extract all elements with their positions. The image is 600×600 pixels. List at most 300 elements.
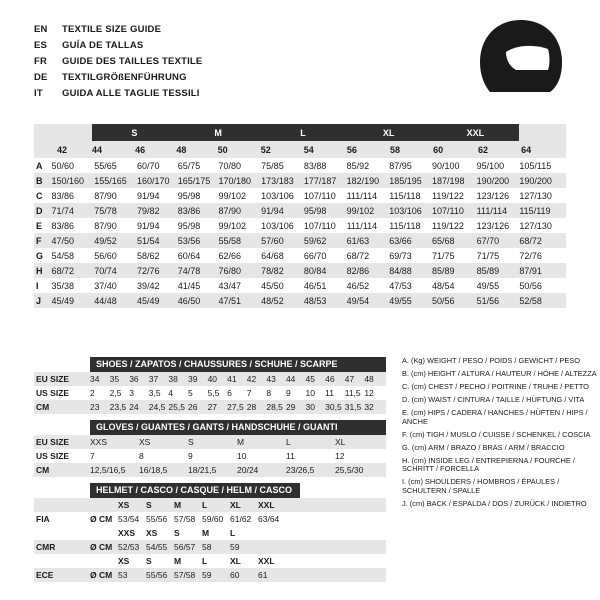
- table-cell: 78/82: [261, 265, 284, 276]
- table-header-row: [34, 498, 386, 512]
- table-cell: 38: [168, 374, 178, 384]
- table-cell: 55/58: [218, 235, 241, 246]
- table-cell: 28: [246, 402, 257, 412]
- table-header-cell: S: [146, 500, 152, 510]
- legend-list: [402, 357, 600, 513]
- table-cell: 4: [168, 388, 174, 398]
- shoes-table: [34, 372, 386, 414]
- table-cell: 40: [207, 374, 218, 384]
- size-number-cell: 60: [431, 141, 476, 158]
- table-header-cell: XXS: [118, 528, 136, 538]
- table-cell: XL: [335, 437, 346, 447]
- legend-item: D. (cm) WAIST / CINTURA / TAILLE / HÜFTUNG / VITA: [402, 395, 585, 405]
- lang-text: GUIDE DES TAILLES TEXTILE: [62, 56, 203, 67]
- table-cell: 95/98: [303, 205, 327, 216]
- table-cell: 37: [148, 374, 159, 384]
- row-label: J: [36, 295, 42, 306]
- table-cell: 23,5: [109, 402, 127, 412]
- table-cell: 41: [227, 374, 237, 384]
- table-cell: 47: [344, 374, 355, 384]
- table-cell: 44/48: [94, 295, 117, 306]
- table-cell: 45/49: [51, 295, 75, 306]
- table-cell: 11: [286, 451, 295, 461]
- table-cell: 47/50: [51, 235, 75, 246]
- table-header-cell: M: [174, 500, 182, 510]
- table-header-cell: S: [146, 556, 152, 566]
- table-row: [34, 512, 386, 526]
- table-cell: 55/56: [146, 514, 168, 524]
- table-row: [34, 248, 566, 263]
- table-cell: 36: [129, 374, 139, 384]
- table-cell: 64/68: [261, 250, 284, 261]
- row-label: E: [36, 220, 43, 231]
- table-cell: 80/84: [303, 265, 327, 276]
- table-cell: 10: [237, 451, 247, 461]
- main-size-table: [34, 124, 566, 308]
- table-cell: 8: [266, 388, 272, 398]
- table-cell: 87/90: [94, 220, 117, 231]
- table-row: [34, 435, 386, 449]
- table-cell: 63/64: [258, 514, 280, 524]
- table-header-cell: L: [202, 556, 208, 566]
- table-header-cell: XL: [230, 556, 241, 566]
- lang-code: DE: [34, 72, 48, 83]
- table-row: [34, 278, 566, 293]
- table-cell: 87/90: [218, 205, 241, 216]
- row-label: CMR: [36, 542, 56, 552]
- size-number-cell: 44: [90, 141, 133, 158]
- table-cell: 48/53: [303, 295, 327, 306]
- table-cell: 76/80: [218, 265, 241, 276]
- table-cell: 123/126: [476, 220, 510, 231]
- table-cell: 115/119: [519, 205, 551, 216]
- table-row: [34, 173, 566, 188]
- lang-code: FR: [34, 56, 48, 67]
- size-letter-cell: XXL: [432, 124, 520, 141]
- table-cell: 26: [187, 402, 198, 412]
- table-cell: 61: [258, 570, 268, 580]
- table-cell: 48: [364, 374, 374, 384]
- table-cell: 27: [207, 402, 218, 412]
- table-cell: 52/58: [519, 295, 542, 306]
- table-cell: 51/54: [136, 235, 160, 246]
- table-row: [34, 188, 566, 203]
- table-cell: 48/52: [261, 295, 284, 306]
- table-cell: 2,5: [109, 388, 122, 398]
- table-cell: 60/64: [177, 250, 201, 261]
- table-cell: 61/62: [230, 514, 252, 524]
- table-cell: 187/198: [431, 175, 465, 186]
- table-cell: 8: [139, 451, 144, 461]
- table-cell: 50/60: [51, 160, 75, 171]
- table-cell: 41/45: [177, 280, 201, 291]
- table-cell: 103/106: [261, 190, 294, 201]
- table-cell: 103/106: [389, 205, 422, 216]
- legend-item: E. (cm) HIPS / CADERA / HANCHES / HÜFTEN / HIPS / ANCHE: [402, 408, 588, 426]
- unit-label: Ø CM: [90, 542, 113, 552]
- table-cell: 5: [187, 388, 193, 398]
- table-cell: 91/94: [261, 205, 284, 216]
- table-row: [34, 400, 386, 414]
- table-cell: 58: [202, 542, 212, 552]
- table-cell: 24: [129, 402, 139, 412]
- legend-item: H. (cm) INSIDE LEG / ENTREPIERNA / FOURCHE / SCHRITT / FORCELLA: [402, 455, 575, 474]
- table-cell: 87/95: [389, 160, 412, 171]
- table-cell: 35: [109, 374, 120, 384]
- garment-tables: [34, 357, 386, 582]
- table-cell: 111/114: [346, 190, 378, 201]
- gloves-title: GLOVES / GUANTES / GANTS / HANDSCHUHE / GUANTI: [90, 420, 386, 435]
- lang-text: GUÍA DE TALLAS: [62, 40, 144, 51]
- table-header-cell: L: [230, 528, 236, 538]
- table-cell: 95/100: [476, 160, 505, 171]
- table-cell: 3,5: [148, 388, 161, 398]
- row-label: CM: [36, 465, 50, 475]
- table-cell: 56/57: [174, 542, 196, 552]
- table-cell: 49/54: [346, 295, 370, 306]
- row-label: F: [36, 235, 42, 246]
- table-cell: 62/66: [218, 250, 241, 261]
- lang-text: TEXTILE SIZE GUIDE: [62, 24, 162, 35]
- table-cell: 59/60: [202, 514, 224, 524]
- table-cell: 57/60: [261, 235, 284, 246]
- table-cell: 57/58: [174, 514, 196, 524]
- table-cell: 29: [285, 402, 296, 412]
- gloves-table: [34, 435, 386, 477]
- size-number-cell: 52: [259, 141, 302, 158]
- size-letter-gap: [34, 124, 92, 141]
- table-cell: 63/66: [389, 235, 412, 246]
- table-cell: 103/106: [261, 220, 294, 231]
- table-cell: 43: [266, 374, 276, 384]
- table-cell: 45/49: [136, 295, 160, 306]
- table-cell: 71/74: [51, 205, 75, 216]
- table-cell: 66/70: [303, 250, 327, 261]
- table-cell: 170/180: [218, 175, 252, 186]
- table-cell: 59: [230, 542, 240, 552]
- row-label: C: [36, 190, 43, 201]
- table-cell: 39/42: [136, 280, 160, 291]
- table-cell: 25,5: [168, 402, 185, 412]
- table-cell: 49/52: [94, 235, 117, 246]
- table-cell: 53/56: [177, 235, 201, 246]
- table-row: [34, 463, 386, 477]
- table-cell: 7: [90, 451, 95, 461]
- table-cell: 70/74: [94, 265, 117, 276]
- table-cell: 46: [325, 374, 335, 384]
- helmet-icon: [476, 18, 566, 101]
- unit-label: Ø CM: [90, 514, 113, 524]
- lang-code: EN: [34, 24, 48, 35]
- table-cell: 9: [285, 388, 291, 398]
- row-label: G: [36, 250, 44, 261]
- legend-item: I. (cm) SHOULDERS / HOMBROS / ÉPAULES / SCHULTERN / SPALLE: [402, 477, 560, 495]
- legend-item: F. (cm) TIGH / MUSLO / CUISSE / SCHENKEL / COSCIA: [402, 429, 591, 439]
- table-cell: 74/78: [177, 265, 201, 276]
- table-cell: 61/63: [346, 235, 370, 246]
- table-cell: 49/55: [389, 295, 412, 306]
- row-label: FIA: [36, 514, 50, 524]
- table-cell: 54/55: [146, 542, 168, 552]
- table-cell: 32: [364, 402, 374, 412]
- table-cell: 68/72: [519, 235, 542, 246]
- table-row: [34, 203, 566, 218]
- table-cell: 190/200: [476, 175, 510, 186]
- table-cell: 48/54: [431, 280, 455, 291]
- table-cell: 105/115: [519, 160, 552, 171]
- table-cell: 75/85: [261, 160, 284, 171]
- row-label: H: [36, 265, 43, 276]
- table-cell: 87/91: [519, 265, 542, 276]
- table-cell: 107/110: [303, 220, 336, 231]
- table-cell: XXS: [90, 437, 108, 447]
- table-cell: S: [188, 437, 194, 447]
- table-cell: 160/170: [136, 175, 170, 186]
- table-cell: 53: [118, 570, 128, 580]
- table-cell: 12: [335, 451, 345, 461]
- table-cell: 59: [202, 570, 212, 580]
- table-header-cell: XXL: [258, 556, 275, 566]
- table-header-cell: L: [202, 500, 208, 510]
- table-cell: 49/55: [476, 280, 500, 291]
- size-number-cell: 48: [174, 141, 215, 158]
- table-cell: 83/86: [51, 190, 75, 201]
- table-cell: 72/76: [136, 265, 160, 276]
- table-cell: 7: [246, 388, 252, 398]
- table-row: [34, 540, 386, 554]
- table-cell: 12: [364, 388, 374, 398]
- table-cell: 52/53: [118, 542, 140, 552]
- table-cell: 11,5: [344, 388, 361, 398]
- legend-item: A. (Kg) WEIGHT / PESO / POIDS / GEWICHT / PESO: [402, 356, 580, 365]
- table-cell: 67/70: [476, 235, 500, 246]
- table-cell: 25,5/30: [335, 465, 364, 475]
- table-cell: 99/102: [218, 220, 246, 231]
- lang-row: [34, 40, 202, 54]
- table-cell: 5,5: [207, 388, 220, 398]
- size-number-cell: 50: [216, 141, 259, 158]
- size-number-cell: 54: [302, 141, 345, 158]
- lang-text: GUIDA ALLE TAGLIE TESSILI: [62, 88, 200, 99]
- table-row: [34, 158, 566, 173]
- table-cell: 83/88: [303, 160, 327, 171]
- table-cell: 53/54: [118, 514, 140, 524]
- table-cell: 111/114: [476, 205, 508, 216]
- table-cell: 65/75: [177, 160, 201, 171]
- table-cell: 46/51: [303, 280, 327, 291]
- table-cell: 24,5: [148, 402, 166, 412]
- table-cell: 71/75: [431, 250, 455, 261]
- table-cell: 11: [325, 388, 334, 398]
- table-cell: 83/86: [177, 205, 201, 216]
- row-label: A: [36, 160, 43, 171]
- table-cell: 190/200: [519, 175, 552, 186]
- legend-item: C. (cm) CHEST / PECHO / POITRINE / TRUHE / PETTO: [402, 382, 589, 392]
- lang-code: IT: [34, 88, 43, 99]
- table-cell: 87/90: [94, 190, 117, 201]
- size-number-cell: 64: [519, 141, 566, 158]
- table-cell: 107/110: [431, 205, 464, 216]
- table-cell: 91/94: [136, 190, 160, 201]
- table-cell: 55/56: [146, 570, 168, 580]
- table-cell: 18/21,5: [188, 465, 217, 475]
- size-number-cell: 46: [133, 141, 174, 158]
- table-cell: 50/56: [519, 280, 542, 291]
- table-cell: 46/50: [177, 295, 201, 306]
- table-cell: 55/65: [94, 160, 117, 171]
- table-header-cell: M: [174, 556, 182, 566]
- table-cell: 71/75: [476, 250, 500, 261]
- row-label: B: [36, 175, 43, 186]
- table-header-cell: XS: [118, 500, 130, 510]
- table-cell: 127/130: [519, 220, 552, 231]
- table-cell: 31,5: [344, 402, 362, 412]
- table-row: [34, 386, 386, 400]
- size-number-cell: 58: [388, 141, 431, 158]
- table-cell: L: [286, 437, 291, 447]
- table-cell: 60: [230, 570, 240, 580]
- size-number-cell: 42: [34, 141, 90, 158]
- table-header-cell: S: [174, 528, 180, 538]
- table-cell: 70/80: [218, 160, 241, 171]
- table-cell: 23: [90, 402, 100, 412]
- table-row: [34, 372, 386, 386]
- size-number-cell: 56: [345, 141, 388, 158]
- table-cell: 47/53: [389, 280, 412, 291]
- table-cell: 69/73: [389, 250, 412, 261]
- row-label: I: [36, 280, 39, 291]
- row-label: ECE: [36, 570, 54, 580]
- table-cell: 44: [285, 374, 296, 384]
- helmet-table: [34, 498, 386, 582]
- table-cell: 51/56: [476, 295, 500, 306]
- table-cell: XS: [139, 437, 151, 447]
- table-cell: 35/38: [51, 280, 75, 291]
- lang-row: [34, 88, 202, 102]
- table-row: [34, 263, 566, 278]
- table-cell: 177/187: [303, 175, 337, 186]
- table-cell: 84/88: [389, 265, 412, 276]
- table-cell: 43/47: [218, 280, 241, 291]
- table-cell: 57/58: [174, 570, 196, 580]
- unit-label: Ø CM: [90, 570, 113, 580]
- table-cell: 85/89: [431, 265, 455, 276]
- table-cell: 111/114: [346, 220, 378, 231]
- table-row: [34, 233, 566, 248]
- size-letter-gap: [519, 124, 566, 141]
- table-cell: 72/76: [519, 250, 542, 261]
- lang-row: [34, 56, 202, 70]
- row-label: CM: [36, 402, 50, 412]
- lang-row: [34, 24, 202, 38]
- row-label: US SIZE: [36, 451, 70, 461]
- table-cell: 68/72: [51, 265, 75, 276]
- table-cell: 79/82: [136, 205, 160, 216]
- helmet-title: HELMET / CASCO / CASQUE / HELM / CASCO: [90, 483, 300, 498]
- size-letter-cell: L: [260, 124, 346, 141]
- table-cell: 95/98: [177, 220, 201, 231]
- table-row: [34, 449, 386, 463]
- lang-row: [34, 72, 202, 86]
- table-cell: 115/118: [389, 190, 421, 201]
- table-cell: 30,5: [325, 402, 342, 412]
- table-cell: 39: [187, 374, 198, 384]
- row-label: D: [36, 205, 43, 216]
- table-cell: 115/118: [389, 220, 421, 231]
- table-cell: 155/165: [94, 175, 127, 186]
- size-number-cell: 62: [476, 141, 519, 158]
- table-cell: 20/24: [237, 465, 259, 475]
- table-header-cell: XL: [230, 500, 241, 510]
- table-cell: 173/183: [261, 175, 294, 186]
- size-number-band: [34, 141, 566, 158]
- table-cell: 27,5: [227, 402, 244, 412]
- table-cell: 99/102: [346, 205, 375, 216]
- table-cell: 37/40: [94, 280, 117, 291]
- table-cell: 59/62: [303, 235, 327, 246]
- table-header-row: [34, 526, 386, 540]
- table-cell: 90/100: [431, 160, 460, 171]
- table-cell: 30: [305, 402, 315, 412]
- table-cell: 47/51: [218, 295, 241, 306]
- table-cell: 150/160: [51, 175, 85, 186]
- lang-code: ES: [34, 40, 48, 51]
- table-cell: 107/110: [303, 190, 336, 201]
- table-cell: 99/102: [218, 190, 246, 201]
- table-cell: 119/122: [431, 220, 464, 231]
- shoes-title: SHOES / ZAPATOS / CHAUSSURES / SCHUHE / SCARPE: [90, 357, 386, 372]
- row-label: US SIZE: [36, 388, 70, 398]
- table-cell: 95/98: [177, 190, 201, 201]
- table-cell: 45: [305, 374, 315, 384]
- row-label: EU SIZE: [36, 437, 70, 447]
- table-cell: 50/56: [431, 295, 455, 306]
- lang-text: TEXTILGRÖßENFÜHRUNG: [62, 72, 187, 83]
- table-cell: 119/122: [431, 190, 464, 201]
- table-cell: 82/86: [346, 265, 370, 276]
- table-header-row: [34, 554, 386, 568]
- table-cell: 54/58: [51, 250, 75, 261]
- table-cell: 83/86: [51, 220, 75, 231]
- table-cell: 10: [305, 388, 315, 398]
- table-cell: 185/195: [389, 175, 422, 186]
- table-cell: 75/78: [94, 205, 117, 216]
- legend-item: B. (cm) HEIGHT / ALTURA / HAUTEUR / HÖHE / ALTEZZA: [402, 369, 597, 379]
- table-cell: 165/175: [177, 175, 211, 186]
- table-row: [34, 568, 386, 582]
- table-cell: 65/68: [431, 235, 455, 246]
- table-cell: 42: [246, 374, 257, 384]
- table-cell: 28,5: [266, 402, 283, 412]
- measurement-rows: [34, 158, 566, 308]
- table-header-cell: XXL: [258, 500, 275, 510]
- table-cell: 182/190: [346, 175, 380, 186]
- table-cell: 60/70: [136, 160, 160, 171]
- table-cell: 123/126: [476, 190, 510, 201]
- table-cell: 45/50: [261, 280, 284, 291]
- table-cell: 85/92: [346, 160, 370, 171]
- table-cell: 3: [129, 388, 134, 398]
- table-cell: 56/60: [94, 250, 117, 261]
- language-header: [34, 24, 202, 104]
- table-cell: 68/72: [346, 250, 370, 261]
- table-header-cell: M: [202, 528, 210, 538]
- table-cell: 46/52: [346, 280, 370, 291]
- table-cell: 85/89: [476, 265, 500, 276]
- table-cell: 127/130: [519, 190, 552, 201]
- size-letter-cell: M: [176, 124, 260, 141]
- table-cell: M: [237, 437, 245, 447]
